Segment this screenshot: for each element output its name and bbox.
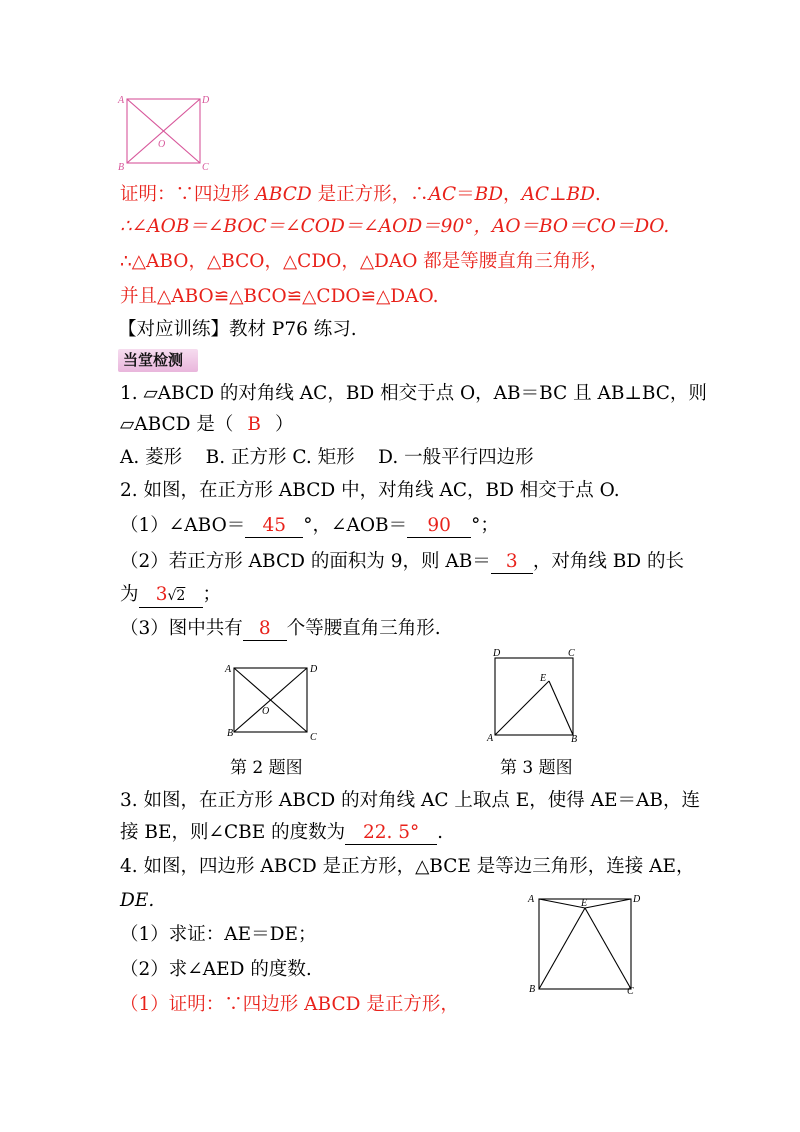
q2-p2-answer-1: 3 <box>491 551 533 574</box>
label-C: C <box>568 648 575 659</box>
q3-line-1: 3. 如图，在正方形 ABCD 的对角线 AC 上取点 E，使得 AE＝AB，连 <box>120 790 700 811</box>
figure-question-2 <box>222 658 322 746</box>
label-D: D <box>493 648 501 659</box>
q4-part-1: （1）求证：AE＝DE； <box>120 924 317 945</box>
label-D: D <box>633 894 641 905</box>
label-C: C <box>202 162 209 173</box>
q4-line-1: 4. 如图，四边形 ABCD 是正方形，△BCE 是等边三角形，连接 AE， <box>120 856 695 877</box>
figure-square-top <box>115 90 215 174</box>
practice-note: 【对应训练】教材 P76 练习. <box>118 319 357 340</box>
label-B: B <box>118 162 125 173</box>
label-E: E <box>540 673 547 684</box>
q4-line-2: DE. <box>120 890 155 911</box>
label-C: C <box>627 986 634 996</box>
label-A: A <box>118 95 125 106</box>
q2-stem: 2. 如图，在正方形 ABCD 中，对角线 AC，BD 相交于点 O. <box>120 480 620 501</box>
q2-p1-answer-1: 45 <box>245 515 303 538</box>
q2-part-2-cont: 为 3√2 ； <box>120 583 221 608</box>
q2-part-2: （2）若正方形 ABCD 的面积为 9，则 AB＝ 3 ，对角线 BD 的长 <box>120 551 685 572</box>
q4-proof: （1）证明：∵四边形 ABCD 是正方形， <box>120 994 459 1015</box>
figure-question-3 <box>485 645 585 745</box>
q1-line-2: ▱ABCD 是（ B ） <box>120 414 294 435</box>
label-B: B <box>529 984 536 995</box>
caption-figure-3: 第 3 题图 <box>500 758 573 778</box>
q2-p2-answer-2: 3√2 <box>139 584 203 608</box>
q2-part-1: （1）∠ABO＝ 45 °，∠AOB＝ 90 °； <box>120 515 499 536</box>
label-B: B <box>571 734 578 745</box>
label-E: E <box>581 898 588 909</box>
q1-answer: B <box>247 414 262 435</box>
q1-options: A. 菱形 B. 正方形 C. 矩形 D. 一般平行四边形 <box>120 447 534 468</box>
q2-p1-answer-2: 90 <box>407 515 471 538</box>
figure-question-4 <box>525 888 645 996</box>
section-badge: 当堂检测 <box>118 349 198 372</box>
proof-line-3: ∴△ABO，△BCO，△CDO，△DAO 都是等腰直角三角形， <box>120 251 609 272</box>
label-A: A <box>487 733 494 744</box>
proof-line-2: ∴∠AOB＝∠BOC＝∠COD＝∠AOD＝90°，AO＝BO＝CO＝DO. <box>120 216 670 237</box>
label-C: C <box>310 732 317 743</box>
label-A: A <box>528 894 535 905</box>
caption-figure-2: 第 2 题图 <box>230 758 303 778</box>
proof-line-4: 并且△ABO≌△BCO≌△CDO≌△DAO. <box>120 286 439 307</box>
label-O: O <box>158 139 166 150</box>
label-B: B <box>227 728 234 739</box>
label-A: A <box>225 664 232 675</box>
label-O: O <box>262 706 270 717</box>
q4-part-2: （2）求∠AED 的度数. <box>120 959 312 980</box>
label-D: D <box>202 95 210 106</box>
label-D: D <box>310 664 318 675</box>
q3-answer: 22. 5° <box>345 822 437 845</box>
q1-line-1: 1. ▱ABCD 的对角线 AC，BD 相交于点 O，AB＝BC 且 AB⊥BC，则 <box>120 383 707 404</box>
q2-part-3: （3）图中共有 8 个等腰直角三角形. <box>120 618 441 639</box>
proof-line-1: 证明：∵四边形 ABCD 是正方形，∴AC＝BD，AC⊥BD. <box>120 184 601 205</box>
q2-p3-answer: 8 <box>243 618 287 641</box>
q3-line-2: 接 BE，则∠CBE 的度数为 22. 5° . <box>120 822 444 843</box>
